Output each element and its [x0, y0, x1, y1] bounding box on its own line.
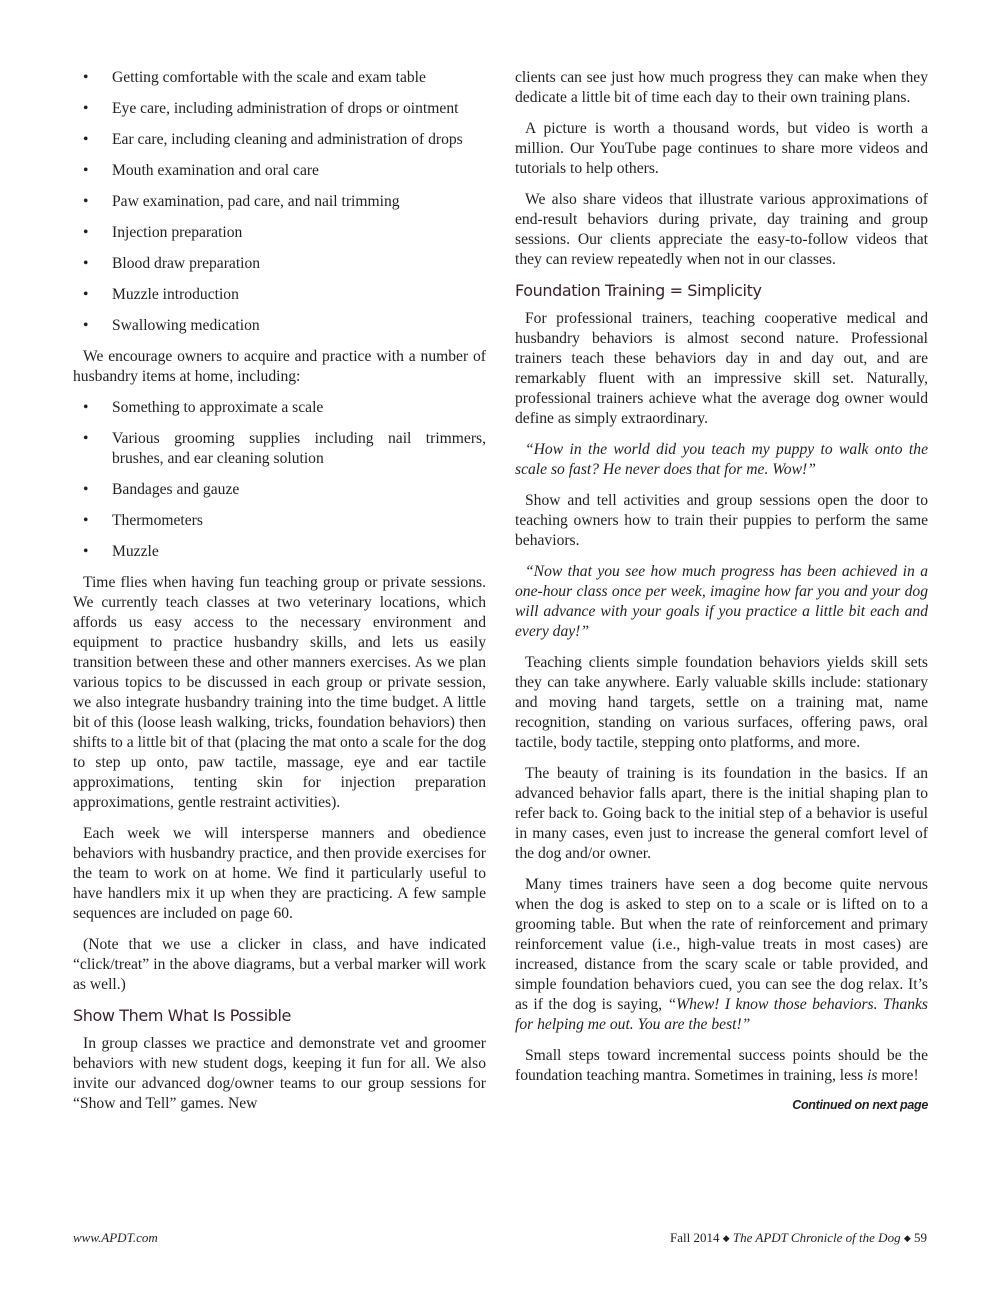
husbandry-skills-list: [73, 68, 486, 336]
list-item: • Muzzle introduction: [83, 286, 239, 303]
bullet-icon: •: [83, 224, 89, 241]
section-heading-foundation-training: Foundation Training = Simplicity: [515, 281, 762, 300]
bullet-icon: •: [83, 100, 89, 117]
list-item: • Swallowing medication: [83, 317, 260, 334]
bullet-icon: •: [83, 131, 89, 148]
bullet-icon: •: [83, 255, 89, 272]
paragraph-share-videos: We also share videos that illustrate various approximations of end-result behaviors during private, day training and group sessions. Our clients appreciate the easy-to-follow videos that they can review repeatedly when not in our classes.: [515, 191, 928, 268]
emphasis-is: is: [867, 1067, 878, 1084]
list-item: • Muzzle: [83, 543, 159, 560]
paragraph-show-and-tell: Show and tell activities and group sessions open the door to teaching owners how to train their puppies to perform the same behaviors.: [515, 492, 928, 549]
bullet-icon: •: [83, 512, 89, 529]
paragraph-clicker-note: (Note that we use a clicker in class, and have indicated “click/treat” in the above diagrams, but a verbal marker will work as well.): [73, 936, 486, 993]
list-item: • Something to approximate a scale: [83, 399, 324, 416]
diamond-separator-icon: ◆: [903, 1233, 911, 1243]
paragraph-group-classes: In group classes we practice and demonstrate vet and groomer behaviors with new student dogs, keeping it fun for all. We also invite our advanced dog/owner teams to our group sessions for “Show and Tell” games. New: [73, 1035, 486, 1112]
paragraph-time-flies: Time flies when having fun teaching group or private sessions. We currently teach classes at two veterinary locations, which affords us easy access to the necessary environment and equipment to practice husbandry skills, and lets us easily transition between these and other manners exercises. As we plan various topics to be discussed in each group or private session, we also integrate husbandry training into the time budget. A little bit of this (loose leash walking, tricks, foundation behaviors) then shifts to a little bit of that (placing the mat onto a scale for the dog to step up onto, paw tactile, massage, eye and ear tactile approximations, tenting skin for injection preparation approximations, gentle restraint activities).: [73, 574, 486, 811]
bullet-icon: •: [83, 543, 89, 560]
left-column: [73, 68, 486, 1125]
section-heading-show-them: Show Them What Is Possible: [73, 1006, 291, 1025]
bullet-icon: •: [83, 69, 89, 86]
footer-issue-info: [670, 1230, 927, 1246]
paragraph-each-week: Each week we will intersperse manners and obedience behaviors with husbandry practice, and then provide exercises for the team to work on at home. We find it particularly useful to have handlers mix it up when they are practicing. A few sample sequences are included on page 60.: [73, 825, 486, 922]
list-item: • Blood draw preparation: [83, 255, 261, 272]
footer-publication: The APDT Chronicle of the Dog: [732, 1230, 901, 1245]
list-item: • Getting comfortable with the scale and exam table: [83, 69, 426, 86]
bullet-icon: •: [83, 286, 89, 303]
bullet-icon: •: [83, 481, 89, 498]
paragraph-many-times: Many times trainers have seen a dog become quite nervous when the dog is asked to step on to a scale or is lifted on to a grooming table. But when the rate of reinforcement and primary reinforcement value (i.e., high-value treats in most cases) are increased, distance from the scary scale or table provided, and simple foundation behaviors cued, you can see the dog relax. It’s as if the dog is saying, “Whew! I know those behaviors. Thanks for helping me out. You are the best!”: [515, 876, 928, 1033]
list-item: • Bandages and gauze: [83, 481, 240, 498]
continued-on-next-page-link[interactable]: Continued on next page: [792, 1098, 928, 1112]
inline-quote-whew: “Whew! I know those behaviors. Thanks for helping me out. You are the best!”: [515, 996, 928, 1033]
quote-puppy-scale: “How in the world did you teach my puppy to walk onto the scale so fast? He never does that for me. Wow!”: [515, 441, 928, 478]
bullet-icon: •: [83, 193, 89, 210]
right-column: [515, 68, 928, 1115]
list-item: • Mouth examination and oral care: [83, 162, 319, 179]
footer-website[interactable]: www.APDT.com: [73, 1230, 158, 1245]
paragraph-clients-progress: clients can see just how much progress they can make when they dedicate a little bit of time each day to their own training plans.: [515, 69, 928, 106]
list-item: • Paw examination, pad care, and nail trimming: [83, 193, 400, 210]
diamond-separator-icon: ◆: [722, 1233, 730, 1243]
bullet-icon: •: [83, 162, 89, 179]
bullet-icon: •: [83, 317, 89, 334]
paragraph-beauty-of-training: The beauty of training is its foundation in the basics. If an advanced behavior falls apart, there is the initial shaping plan to refer back to. Going back to the initial step of a behavior is useful in many cases, even just to increase the general comfort level of the dog and/or owner.: [515, 765, 928, 862]
husbandry-items-list: [73, 398, 486, 562]
list-item: • Thermometers: [83, 512, 203, 529]
paragraph-picture-worth: A picture is worth a thousand words, but video is worth a million. Our YouTube page continues to share more videos and tutorials to help others.: [515, 120, 928, 177]
footer-issue: Fall 2014: [669, 1230, 720, 1245]
list-item: • Various grooming supplies including nail trimmers, brushes, and ear cleaning solution: [83, 430, 486, 467]
paragraph-teaching-clients: Teaching clients simple foundation behaviors yields skill sets they can take anywhere. Early valuable skills include: stationary and moving hand targets, settle on a training mat, name recognition, standing on various surfaces, offering paws, oral tactile, body tactile, stepping onto platforms, and more.: [515, 654, 928, 751]
list-item: • Eye care, including administration of drops or ointment: [83, 100, 459, 117]
paragraph-professional-trainers: For professional trainers, teaching cooperative medical and husbandry behaviors is almost second nature. Professional trainers teach these behaviors day in and day out, and are remarkably fluent with an impressive skill set. Naturally, professional trainers achieve what the average dog owner would define as simply extraordinary.: [515, 310, 928, 427]
footer-page-number: 59: [914, 1230, 927, 1245]
bullet-icon: •: [83, 399, 89, 416]
bullet-icon: •: [83, 430, 89, 447]
quote-progress: “Now that you see how much progress has been achieved in a one-hour class once per week, imagine how far you and your dog will advance with your goals if you practice a little bit each and every day!”: [515, 563, 928, 640]
paragraph-encourage-owners: We encourage owners to acquire and practice with a number of husbandry items at home, including:: [73, 348, 486, 385]
list-item: • Injection preparation: [83, 224, 243, 241]
list-item: • Ear care, including cleaning and administration of drops: [83, 131, 463, 148]
paragraph-small-steps: Small steps toward incremental success points should be the foundation teaching mantra. Sometimes in training, less is more!: [515, 1047, 928, 1084]
